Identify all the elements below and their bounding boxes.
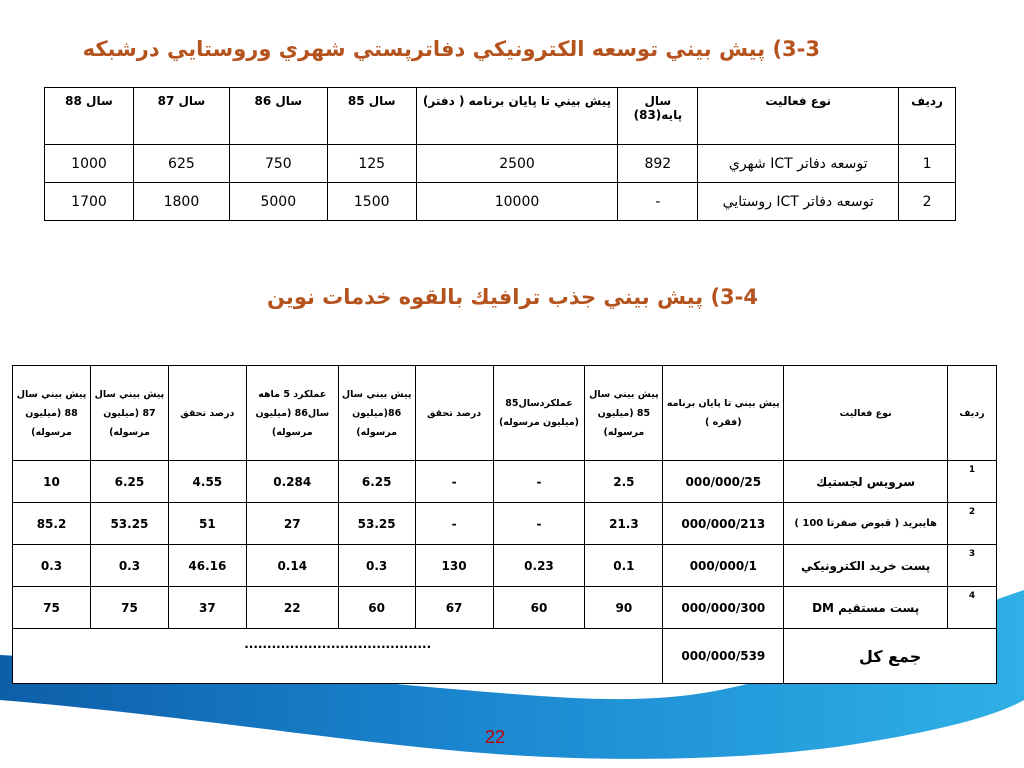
header-year-86: سال 86 [229, 88, 327, 145]
cell-forecast-86: 60 [338, 587, 415, 629]
section-3-3-title: 3-3) پيش بيني توسعه الكترونيكي دفاترپستي شهري وروستايي درشبكه [82, 37, 820, 61]
cell-year-86: 5000 [229, 183, 327, 221]
section-3-4-title: 3-4) پيش بيني جذب ترافيك بالقوه خدمات نوين [267, 285, 758, 309]
cell-realization-85: - [415, 503, 493, 545]
table-row [13, 587, 997, 629]
cell-performance-85: 60 [493, 587, 585, 629]
header-forecast-88: پيش بيني سال 88 (ميليون مرسوله) [13, 366, 91, 461]
new-services-traffic-table [12, 365, 997, 684]
cell-year-85: 1500 [327, 183, 416, 221]
header-activity: نوع فعاليت [784, 366, 948, 461]
header-base-year: سال پايه(83) [618, 88, 698, 145]
cell-activity: توسعه دفاتر ICT روستايي [698, 183, 899, 221]
header-year-87: سال 87 [133, 88, 229, 145]
cell-realization-86: 51 [168, 503, 246, 545]
ict-offices-forecast-table [44, 87, 956, 221]
cell-performance-86: 22 [246, 587, 338, 629]
cell-year-85: 125 [327, 145, 416, 183]
cell-performance-85: - [493, 461, 585, 503]
cell-activity: پست مستقيم DM [784, 587, 948, 629]
table-row [13, 545, 997, 587]
total-row [13, 629, 997, 684]
header-row-no: رديف [899, 88, 956, 145]
cell-row-no: 4 [948, 587, 997, 629]
cell-forecast-87: 53.25 [90, 503, 168, 545]
cell-forecast-85: 90 [585, 587, 663, 629]
cell-forecast-end: 000/000/300 [663, 587, 784, 629]
cell-forecast-end: 10000 [416, 183, 618, 221]
header-forecast-86: پيش بيني سال 86(ميليون مرسوله) [338, 366, 415, 461]
cell-forecast-86: 6.25 [338, 461, 415, 503]
header-forecast-end: پيش بيني تا پايان برنامه ( دفتر) [416, 88, 618, 145]
cell-forecast-86: 0.3 [338, 545, 415, 587]
cell-year-88: 1700 [45, 183, 134, 221]
cell-realization-85: 130 [415, 545, 493, 587]
cell-base-year: 892 [618, 145, 698, 183]
header-performance-86: عملكرد 5 ماهه سال86 (ميليون مرسوله) [246, 366, 338, 461]
cell-row-no: 1 [948, 461, 997, 503]
cell-activity: توسعه دفاتر ICT شهري [698, 145, 899, 183]
cell-year-86: 750 [229, 145, 327, 183]
cell-forecast-86: 53.25 [338, 503, 415, 545]
cell-forecast-88: 10 [13, 461, 91, 503]
cell-performance-85: 0.23 [493, 545, 585, 587]
cell-forecast-85: 0.1 [585, 545, 663, 587]
cell-row-no: 2 [899, 183, 956, 221]
cell-forecast-85: 2.5 [585, 461, 663, 503]
cell-forecast-85: 21.3 [585, 503, 663, 545]
cell-forecast-end: 000/000/1 [663, 545, 784, 587]
header-forecast-87: پيش بيني سال 87 (ميليون مرسوله) [90, 366, 168, 461]
header-forecast-85: پيش بيني سال 85 (ميليون مرسوله) [585, 366, 663, 461]
table-row [45, 145, 956, 183]
table-row [45, 183, 956, 221]
header-activity: نوع فعاليت [698, 88, 899, 145]
cell-forecast-87: 0.3 [90, 545, 168, 587]
cell-activity: سرويس لجستيك [784, 461, 948, 503]
table-header-row [13, 366, 997, 461]
header-realization-86: درصد تحقق [168, 366, 246, 461]
cell-performance-86: 27 [246, 503, 338, 545]
cell-forecast-88: 0.3 [13, 545, 91, 587]
cell-row-no: 3 [948, 545, 997, 587]
cell-row-no: 2 [948, 503, 997, 545]
cell-forecast-88: 85.2 [13, 503, 91, 545]
cell-activity: پست خريد الكترونيكي [784, 545, 948, 587]
header-performance-85: عملكردسال85 (ميليون مرسوله) [493, 366, 585, 461]
cell-realization-86: 37 [168, 587, 246, 629]
table-row [13, 461, 997, 503]
cell-performance-86: 0.14 [246, 545, 338, 587]
cell-row-no: 1 [899, 145, 956, 183]
total-forecast-end: 000/000/539 [663, 629, 784, 684]
cell-base-year: - [618, 183, 698, 221]
cell-activity: هايبريد ( قبوض صفرتا 100 ) [784, 503, 948, 545]
cell-year-88: 1000 [45, 145, 134, 183]
cell-realization-85: - [415, 461, 493, 503]
cell-forecast-88: 75 [13, 587, 91, 629]
table-row [13, 503, 997, 545]
cell-forecast-end: 2500 [416, 145, 618, 183]
cell-forecast-end: 000/000/25 [663, 461, 784, 503]
cell-year-87: 1800 [133, 183, 229, 221]
cell-realization-86: 4.55 [168, 461, 246, 503]
cell-performance-85: - [493, 503, 585, 545]
total-remainder-dots: ......................................... [13, 629, 663, 684]
header-realization-85: درصد تحقق [415, 366, 493, 461]
table-header-row [45, 88, 956, 145]
header-forecast-end: پيش بيني تا پايان برنامه (فقره ) [663, 366, 784, 461]
total-label: جمع كل [784, 629, 997, 684]
header-year-88: سال 88 [45, 88, 134, 145]
cell-realization-86: 46.16 [168, 545, 246, 587]
cell-forecast-87: 75 [90, 587, 168, 629]
cell-forecast-end: 000/000/213 [663, 503, 784, 545]
cell-forecast-87: 6.25 [90, 461, 168, 503]
header-row-no: رديف [948, 366, 997, 461]
cell-year-87: 625 [133, 145, 229, 183]
header-year-85: سال 85 [327, 88, 416, 145]
page-number: 22 [484, 727, 506, 747]
cell-performance-86: 0.284 [246, 461, 338, 503]
cell-realization-85: 67 [415, 587, 493, 629]
